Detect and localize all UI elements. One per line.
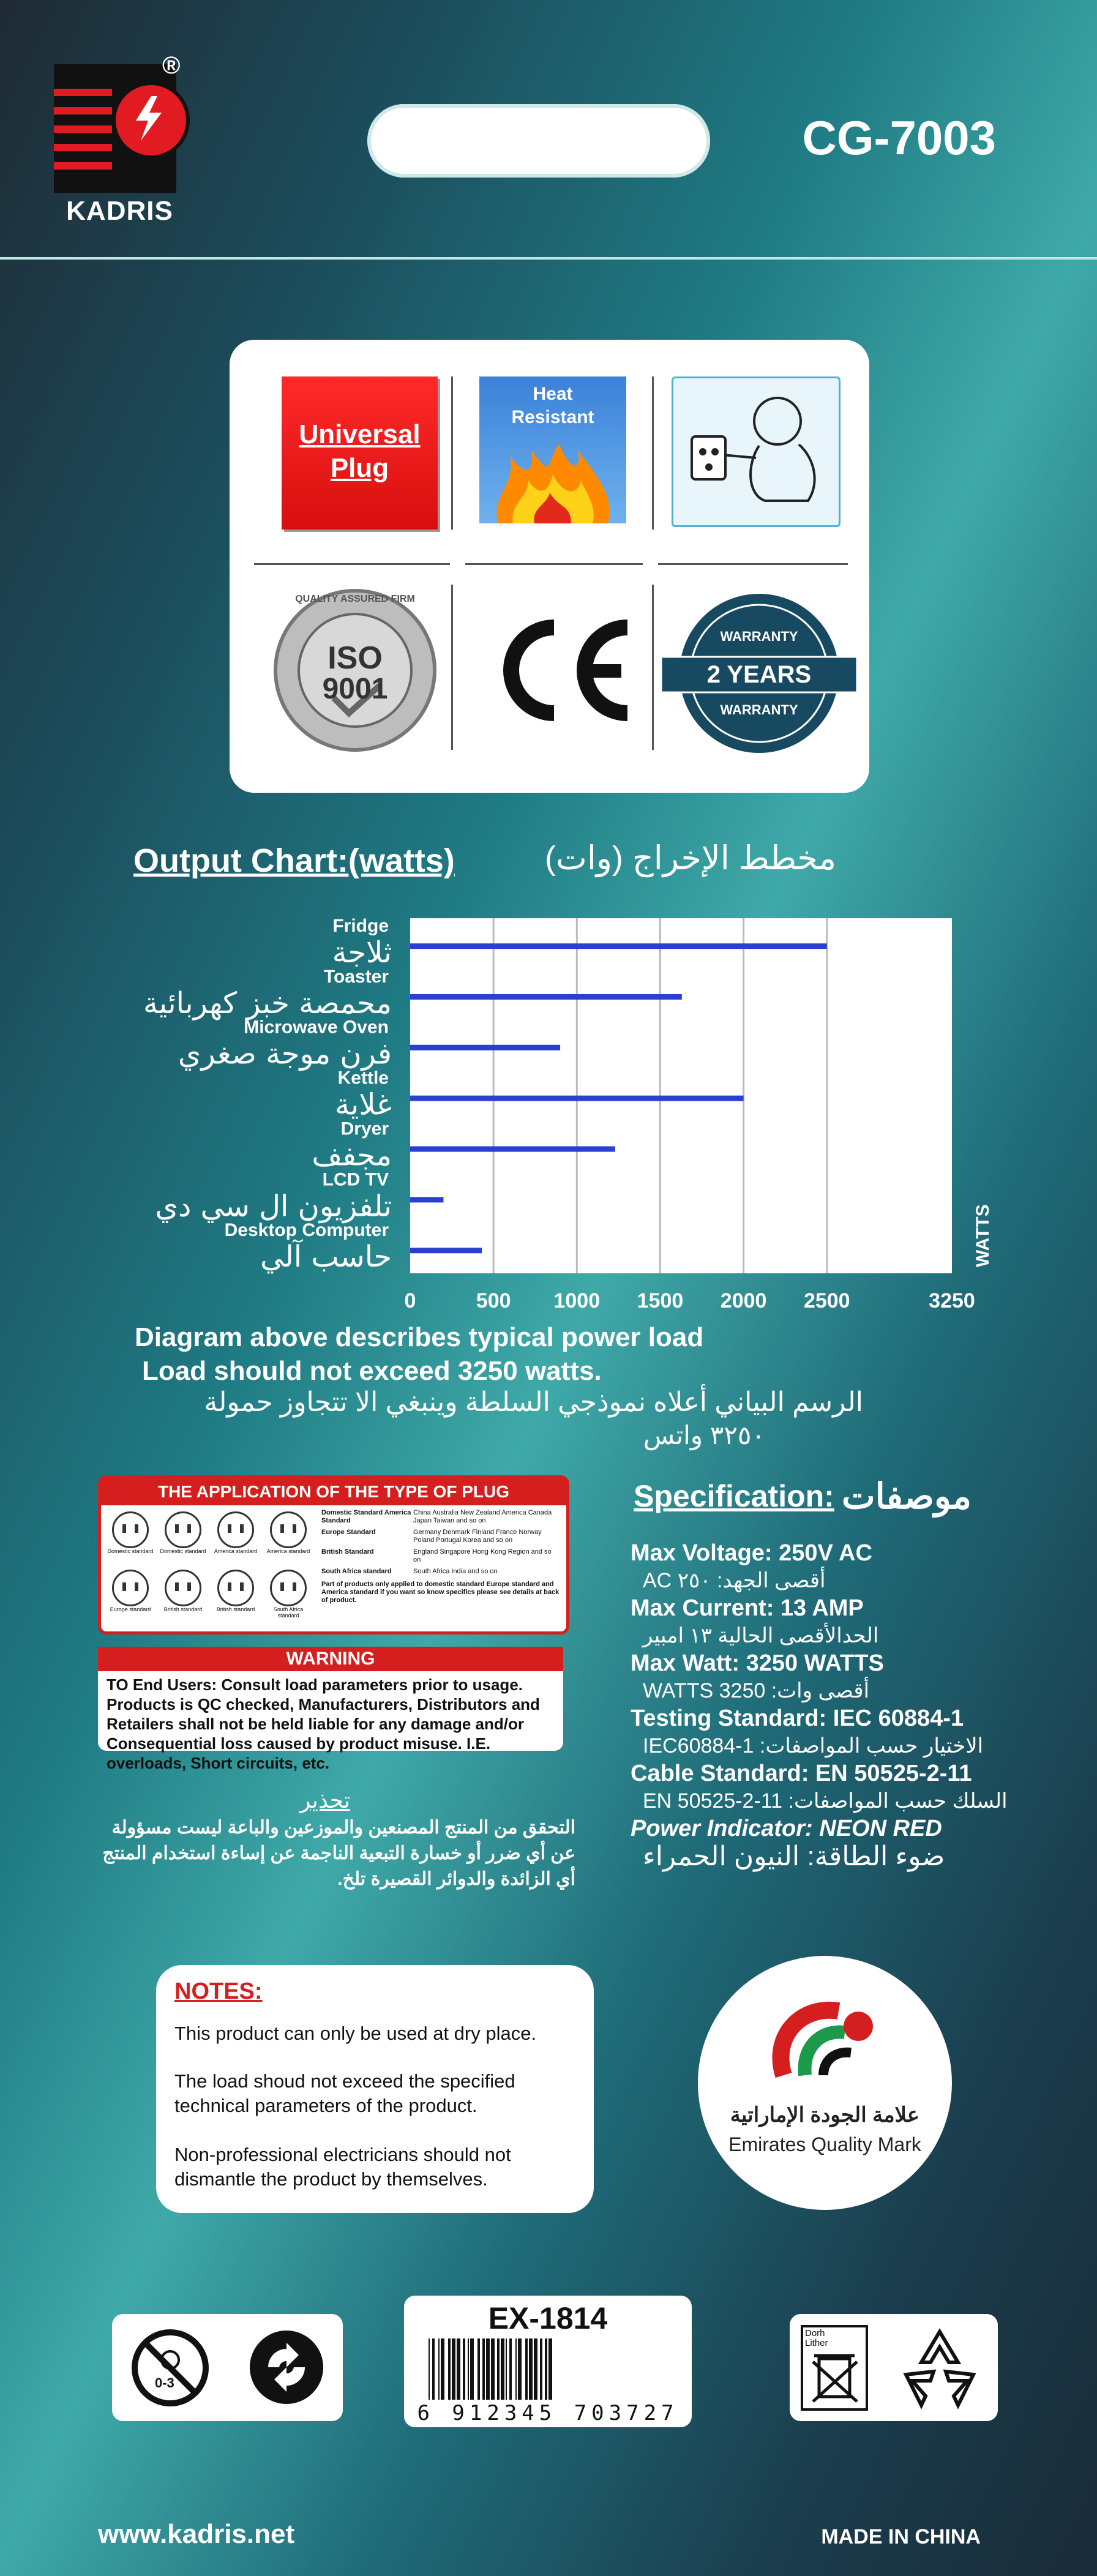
plug-type-label: Europe standard	[110, 1606, 151, 1612]
chart-category-ar: فرن موجة صغري	[178, 1036, 392, 1071]
std-british-label: British Standard	[321, 1548, 374, 1556]
logo-mark	[54, 64, 176, 193]
plug-type-label: Domestic standard	[107, 1548, 154, 1554]
barcode-bar	[534, 2338, 537, 2400]
plug-type-label: South Africa standard	[273, 1606, 304, 1619]
plug-type-label: British standard	[216, 1606, 255, 1612]
barcode-bar	[545, 2338, 547, 2400]
registered-mark: ®	[162, 52, 181, 79]
barcode-bar	[486, 2338, 490, 2400]
weee-label: Dorh Lither	[805, 2328, 828, 2348]
chart-tick-label: 1500	[637, 1289, 684, 1312]
universal-plug-badge	[282, 376, 438, 530]
diagram-note-ar-1: الرسم البياني أعلاه نموذجي السلطة وينبغي الا تتجاوز حمولة	[204, 1387, 863, 1417]
model-number: CG-7003	[802, 111, 996, 165]
barcode-bar	[448, 2338, 451, 2400]
chart-title-en: Output Chart:(watts)	[133, 842, 455, 879]
green-dot-icon	[247, 2327, 326, 2407]
universal-plug-line1: Universal	[299, 419, 421, 449]
barcode-bar	[529, 2338, 533, 2400]
barcode-bar	[491, 2338, 495, 2400]
barcode-bar	[540, 2338, 542, 2400]
std-sa-label: South Africa standard	[321, 1568, 392, 1575]
chart-tick-label: 2500	[803, 1289, 850, 1312]
std-europe-countries: Germany Denmark Finland France Norway Poland Portugal Korea and so on	[413, 1529, 542, 1544]
safety-icons-box	[112, 2314, 343, 2421]
spec-voltage-ar: أقصى الجهد: ٢٥٠ AC	[643, 1569, 826, 1592]
plug-type-icon	[264, 1570, 313, 1619]
heat-resistant-line2: Resistant	[511, 407, 594, 427]
spec-testing: Testing Standard: IEC 60884-1	[631, 1705, 964, 1731]
plug-footnote: Part of products only applied to domestic standard Europe standard and America standard if you want so know specifics please see details at back of product.	[321, 1581, 560, 1604]
kadris-logo	[54, 64, 185, 226]
chart-tick-label: 500	[476, 1289, 511, 1312]
emirates-mark-en: Emirates Quality Mark	[728, 2133, 921, 2155]
spec-title-en: Specification:	[634, 1479, 834, 1513]
barcode-bar	[432, 2338, 435, 2400]
iso-line2: 9001	[322, 673, 388, 705]
spec-indicator-ar: ضوء الطاقة: النيون الحمراء	[643, 1841, 945, 1871]
iso-ring-text: QUALITY ASSURED FIRM	[295, 594, 415, 604]
plug-type-label: America standard	[214, 1548, 258, 1554]
spec-testing-ar: الاختيار حسب المواصفات: IEC60884-1	[643, 1734, 984, 1758]
warranty-top: WARRANTY	[720, 629, 798, 644]
barcode-bar	[452, 2338, 455, 2400]
barcode-bar	[441, 2338, 444, 2400]
std-domestic-countries: China Australia New Zealand America Canada Japan Taiwan and so on	[413, 1509, 552, 1524]
barcode-bar	[429, 2338, 430, 2400]
age-label: 0-3	[155, 2375, 174, 2391]
chart-category-en: Fridge	[332, 916, 389, 936]
spec-watt-ar: أقصى وات: WATTS 3250	[643, 1679, 870, 1702]
chart-category-en: LCD TV	[322, 1169, 389, 1190]
features-card	[230, 340, 869, 793]
warning-title-ar: تحذير	[300, 1788, 351, 1813]
ce-mark-icon	[477, 591, 643, 750]
barcode-bar	[515, 2338, 517, 2400]
chart-tick-label: 0	[404, 1289, 416, 1312]
emirates-mark-icon	[698, 1956, 952, 2103]
plug-type-icon	[211, 1570, 260, 1612]
chart-tick-label: 3250	[929, 1289, 975, 1312]
universal-plug-line2: Plug	[330, 453, 389, 483]
note-item: This product can only be used at dry place.	[174, 2023, 537, 2044]
barcode-bar	[463, 2338, 465, 2400]
barcode-bar	[509, 2338, 512, 2400]
iso-badge	[266, 582, 444, 759]
note-item: Non-professional electricians should not dismantle the product by themselves.	[174, 2144, 511, 2190]
plug-type-icon	[106, 1570, 155, 1612]
chart-category-en: Desktop Computer	[224, 1220, 389, 1241]
ce-badge	[477, 591, 643, 750]
warning-panel	[98, 1647, 563, 1772]
barcode-number: 6 912345 703727	[417, 2401, 679, 2425]
chart-tick-label: 1000	[553, 1289, 601, 1312]
emirates-quality-mark	[698, 1956, 952, 2210]
recycle-icon	[888, 2323, 992, 2414]
barcode-bar	[482, 2338, 485, 2400]
barcode-bar	[457, 2338, 460, 2400]
divider	[0, 257, 1097, 260]
specification-list	[631, 1540, 1071, 1870]
plug-type-icon	[106, 1511, 155, 1554]
std-europe-label: Europe Standard	[321, 1529, 376, 1536]
output-chart	[0, 906, 1097, 1322]
barcode-title: EX-1814	[488, 2301, 608, 2335]
chart-category-ar: تلفزيون ال سي دي	[155, 1189, 392, 1224]
plug-type-icon	[159, 1570, 208, 1612]
plug-type-label: America standard	[266, 1548, 310, 1554]
std-domestic-label: Domestic Standard America Standard	[321, 1509, 411, 1524]
notes-title: NOTES:	[174, 1979, 263, 2004]
chart-category-ar: حاسب آلي	[260, 1240, 392, 1275]
note-item: The load shoud not exceed the specified technical parameters of the product.	[174, 2070, 515, 2116]
diagram-note-ar-2: ٣٢٥٠ واتس	[643, 1421, 765, 1450]
warranty-years: 2 YEARS	[706, 661, 812, 688]
plug-application-title: THE APPLICATION OF THE TYPE OF PLUG	[101, 1478, 566, 1505]
child-socket-icon	[673, 378, 839, 525]
warning-title: WARNING	[98, 1647, 563, 1671]
plug-application-panel	[98, 1475, 569, 1634]
plug-type-icon	[159, 1511, 208, 1554]
spec-current-ar: الحدالأقصى الحالية ١٣ امبير	[643, 1624, 879, 1647]
recycle-icons-box	[790, 2314, 998, 2421]
barcode-bar	[501, 2338, 504, 2400]
chart-category-en: Toaster	[323, 966, 389, 987]
diagram-note-en-2: Load should not exceed 3250 watts.	[142, 1356, 602, 1386]
heat-resistant-line1: Heat	[533, 384, 573, 404]
diagram-note-en-1: Diagram above describes typical power load	[135, 1322, 704, 1352]
plug-type-label: British standard	[163, 1606, 203, 1612]
spec-current: Max Current: 13 AMP	[631, 1595, 864, 1621]
spec-cable-ar: السلك حسب المواصفات: EN 50525-2-11	[643, 1789, 1008, 1813]
child-protection-badge	[672, 376, 841, 527]
spec-title-ar: موصفات	[842, 1477, 972, 1516]
chart-category-ar: مجفف	[312, 1138, 392, 1173]
hang-hole	[367, 104, 710, 178]
heat-resistant-badge	[479, 376, 626, 523]
warning-text-ar: التحقق من المنتج المصنعين والموزعين والباعة ليست مسؤولة عن أي ضرر أو خسارة التبعية الناجمة عن إساءة استخدام المنتج أي الزائدة والدوائر القصيرة تلخ.	[102, 1818, 575, 1889]
chart-category-en: Microwave Oven	[244, 1017, 389, 1038]
chart-category-en: Kettle	[337, 1068, 389, 1088]
barcode-bar	[548, 2338, 552, 2400]
notes-panel	[156, 1965, 594, 2213]
spec-voltage: Max Voltage: 250V AC	[631, 1540, 872, 1566]
barcode-bar	[438, 2338, 440, 2400]
plug-type-icon	[211, 1511, 260, 1554]
barcode-bar	[506, 2338, 507, 2400]
spec-indicator: Power Indicator: NEON RED	[631, 1816, 942, 1841]
chart-category-ar: غلاية	[335, 1087, 392, 1122]
barcode-icon	[404, 2338, 692, 2400]
barcode-bar	[468, 2338, 469, 2400]
warranty-badge	[661, 585, 857, 762]
emirates-mark-ar: علامة الجودة الإماراتية	[730, 2103, 920, 2127]
std-british-countries: England Singapore Hong Kong Region and so on	[413, 1548, 552, 1563]
barcode-box	[404, 2296, 692, 2427]
std-sa-countries: South Africa India and so on	[413, 1568, 498, 1575]
warning-text: TO End Users: Consult load parameters prior to usage. Products is QC checked, Manufacturers, Distributors and Retailers shall not be held liable for any damage and/or Consequential loss caused by product misuse. I.E. overloads, Short circuits, etc.	[107, 1676, 540, 1772]
chart-axis-label: WATTS	[973, 1204, 993, 1267]
chart-category-ar: محمصة خبز كهربائية	[143, 986, 392, 1020]
chart-category-ar: ثلاجة	[332, 935, 392, 970]
barcode-bar	[477, 2338, 480, 2400]
barcode-bar	[518, 2338, 522, 2400]
spec-cable: Cable Standard: EN 50525-2-11	[631, 1761, 972, 1786]
iso-line1: ISO	[328, 640, 383, 676]
logo-text: KADRIS	[66, 196, 173, 226]
flame-icon	[479, 432, 626, 523]
chart-category-en: Dryer	[340, 1118, 389, 1139]
spec-watt: Max Watt: 3250 WATTS	[631, 1650, 884, 1676]
warranty-bottom: WARRANTY	[720, 702, 798, 717]
website-link[interactable]: www.kadris.net	[98, 2519, 295, 2549]
barcode-bar	[525, 2338, 528, 2400]
chart-tick-label: 2000	[720, 1289, 767, 1312]
plug-type-icon	[264, 1511, 313, 1554]
barcode-bar	[470, 2338, 474, 2400]
plug-type-label: Domestic standard	[160, 1548, 206, 1554]
made-in-label: MADE IN CHINA	[821, 2525, 981, 2548]
chart-title-ar: مخطط الإخراج (وات)	[545, 840, 837, 877]
barcode-bar	[497, 2338, 500, 2400]
